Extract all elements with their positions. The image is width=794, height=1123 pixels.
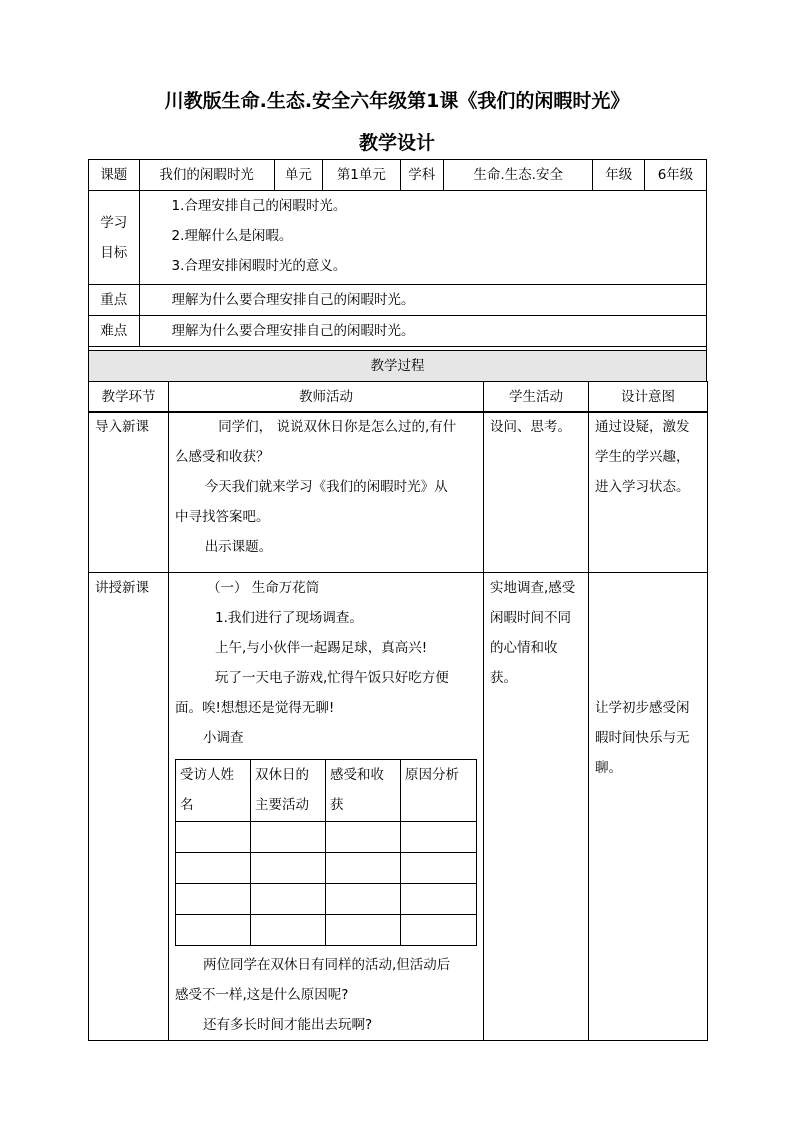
col-stage-header: 教学环节 [89, 382, 169, 413]
survey-row [176, 853, 477, 884]
difficulty-value: 理解为什么要合理安排自己的闲暇时光。 [139, 316, 706, 347]
intro-teacher: 同学们， 说说双休日你是怎么过的,有什 么感受和收获？ 今天我们就来学习《我们的闲暇时光》从 中寻找答案吧。 出示课题。 [169, 412, 484, 573]
lesson-teacher: （一） 生命万花筒 1.我们进行了现场调查。 上午,与小伙伴一起踢足球，真高兴! 玩了一天电子游戏,忙得午饭只好吃方便 面。唉!想想还是觉得无聊! 小调查 受访人姓 名 双休日的 主要活动 感受和收 获 原因分析 两位同学在双休日有同样的活动,但活动后 感受不一样,这是什么原因呢? 还有多长时间才能出去玩啊? [169, 573, 484, 1041]
lesson-intent: 让学初步感受闲 暇时间快乐与无 聊。 [589, 573, 708, 1041]
lesson-row [89, 573, 708, 1041]
unit-label: 单元 [274, 160, 322, 191]
survey-table [175, 759, 477, 946]
topic-label: 课题 [89, 160, 140, 191]
objective-item: 1.合理安排自己的闲暇时光。 [171, 198, 347, 214]
key-point-row [89, 285, 707, 316]
objectives-row [89, 191, 707, 285]
difficulty-label: 难点 [89, 316, 140, 347]
lesson-stage: 讲授新课 [89, 573, 169, 1041]
process-title-row [89, 351, 707, 382]
key-point-value: 理解为什么要合理安排自己的闲暇时光。 [139, 285, 706, 316]
objectives-list [139, 191, 706, 285]
intro-row [89, 412, 708, 573]
objective-item: 2.理解什么是闲暇。 [171, 228, 293, 244]
subject-value: 生命.生态.安全 [443, 160, 593, 191]
document-subtitle: 教学设计 [358, 132, 435, 154]
intro-student: 设问、思考。 [484, 412, 589, 573]
survey-row [176, 915, 477, 946]
objective-item: 3.合理安排闲暇时光的意义。 [171, 258, 347, 274]
survey-row [176, 884, 477, 915]
lesson-plan-table [88, 159, 707, 382]
survey-row [176, 822, 477, 853]
document-title: 川教版生命.生态.安全六年级第1课《我们的闲暇时光》 [164, 90, 630, 112]
grade-label: 年级 [593, 160, 645, 191]
intro-intent: 通过设疑，激发 学生的学兴趣， 进入学习状态。 [589, 412, 708, 573]
survey-header-reason: 原因分析 [401, 760, 477, 822]
objectives-label: 学习 目标 [89, 191, 140, 285]
difficulty-row [89, 316, 707, 347]
topic-value: 我们的闲暇时光 [139, 160, 274, 191]
process-header-row [89, 382, 708, 413]
lesson-student: 实地调查,感受 闲暇时间不同 的心情和收获。 [484, 573, 589, 1041]
col-teacher-header: 教师活动 [169, 382, 484, 413]
survey-header-name: 受访人姓 名 [176, 760, 251, 822]
header-row [89, 160, 707, 191]
grade-value: 6年级 [645, 160, 707, 191]
intro-stage: 导入新课 [89, 412, 169, 573]
subject-label: 学科 [400, 160, 443, 191]
col-student-header: 学生活动 [484, 382, 589, 413]
col-intent-header: 设计意图 [589, 382, 708, 413]
key-point-label: 重点 [89, 285, 140, 316]
process-title: 教学过程 [89, 351, 707, 382]
survey-header-feeling: 感受和收 获 [326, 760, 401, 822]
unit-value: 第1单元 [323, 160, 400, 191]
process-header-table [88, 381, 708, 413]
survey-header-row [176, 760, 477, 822]
process-table [88, 411, 708, 1041]
survey-header-activity: 双休日的 主要活动 [251, 760, 326, 822]
